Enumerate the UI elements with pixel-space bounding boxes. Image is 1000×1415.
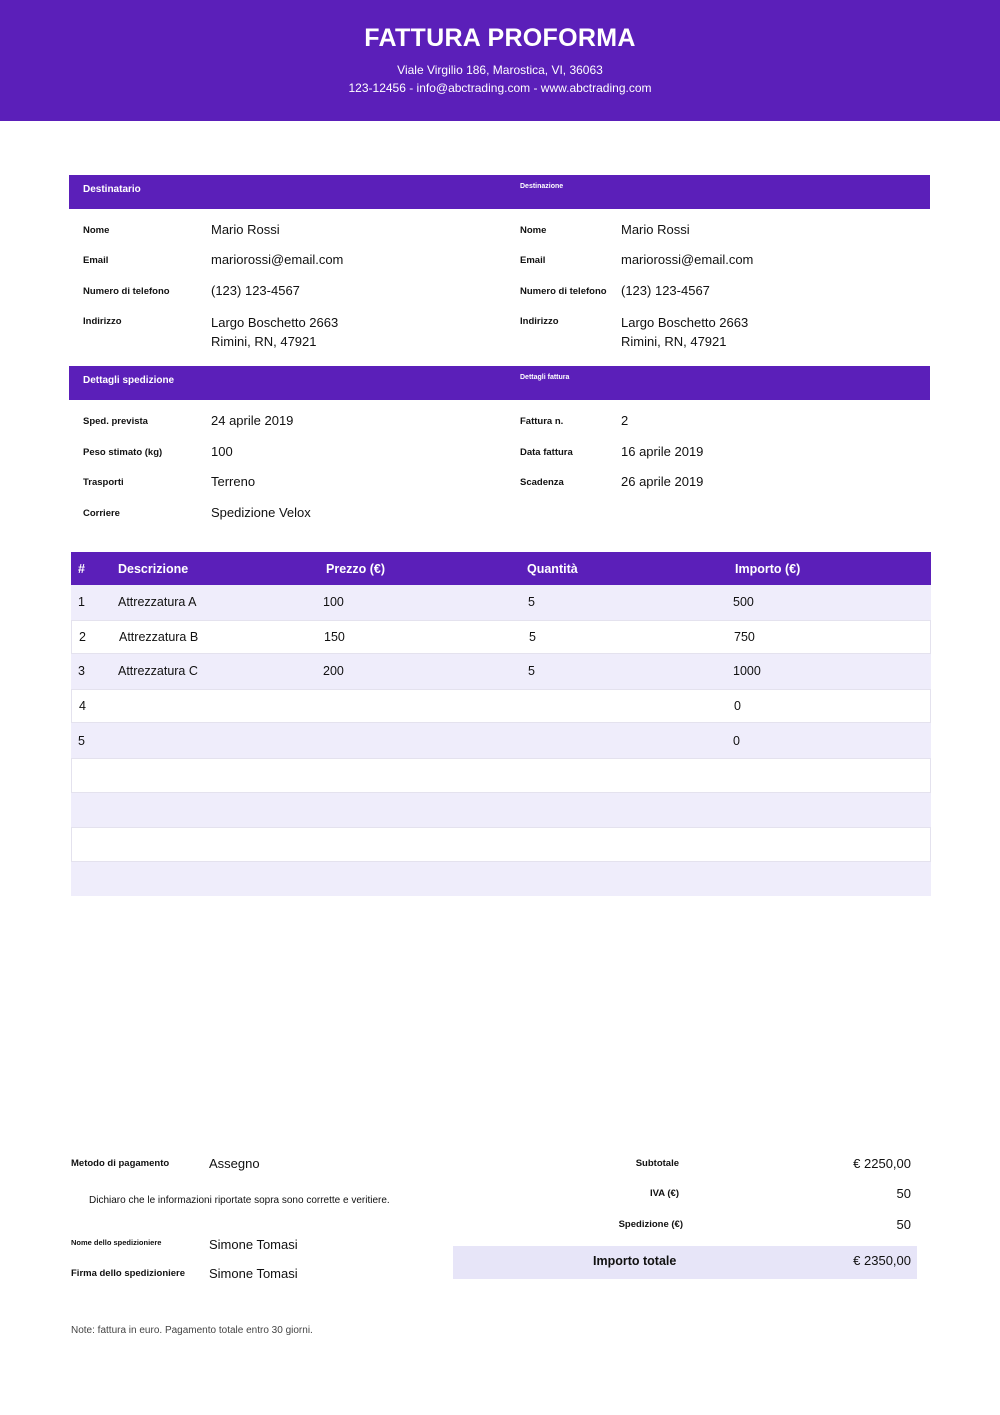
- invoice-header: [0, 0, 1000, 121]
- items-table-header: [71, 552, 931, 585]
- subtotal-label: Subtotale: [635, 1158, 679, 1169]
- expected-shipping-date: 24 aprile 2019: [211, 413, 294, 428]
- cell-price: 150: [324, 629, 345, 644]
- cell-description: Attrezzatura A: [118, 595, 197, 610]
- payment-method-value: Assegno: [209, 1156, 260, 1171]
- declaration-text: Dichiaro che le informazioni riportate sopra sono corrette e veritiere.: [89, 1195, 390, 1206]
- details-section-header: [69, 366, 930, 400]
- recipient-phone-label: Numero di telefono: [83, 286, 170, 297]
- destination-phone-label: Numero di telefono: [520, 286, 607, 297]
- destination-email: mariorossi@email.com: [621, 252, 754, 267]
- invoice-note: Note: fattura in euro. Pagamento totale entro 30 giorni.: [71, 1325, 313, 1336]
- table-row: [71, 689, 931, 724]
- cell-description: Attrezzatura B: [119, 629, 199, 644]
- destination-name-label: Nome: [520, 225, 547, 236]
- destination-address-line2: Rimini, RN, 47921: [621, 334, 727, 349]
- shipper-signature-label: Firma dello spedizioniere: [71, 1268, 186, 1279]
- transport-label: Trasporti: [83, 477, 124, 488]
- company-contact: 123-12456 - info@abctrading.com - www.abctrading.com: [348, 81, 652, 95]
- col-quantity-header: Quantità: [527, 561, 578, 576]
- destination-section-title: Destinazione: [520, 183, 564, 190]
- col-amount-header: Importo (€): [735, 561, 801, 576]
- items-table: [71, 552, 931, 896]
- table-row: [71, 862, 931, 897]
- cell-number: 1: [78, 595, 85, 610]
- cell-price: 200: [323, 664, 344, 679]
- shipping-details-title: Dettagli spedizione: [83, 375, 175, 386]
- destination-email-label: Email: [520, 255, 546, 266]
- recipient-address-line2: Rimini, RN, 47921: [211, 334, 317, 349]
- cell-amount: 1000: [733, 664, 761, 679]
- cell-price: 100: [323, 595, 344, 610]
- invoice-title: FATTURA PROFORMA: [364, 24, 636, 52]
- recipient-name-label: Nome: [83, 225, 110, 236]
- items-table-body: [71, 585, 931, 896]
- cell-quantity: 5: [528, 595, 535, 610]
- destination-phone: (123) 123-4567: [621, 283, 710, 298]
- recipient-email: mariorossi@email.com: [211, 252, 344, 267]
- cell-quantity: 5: [528, 664, 535, 679]
- transport-value: Terreno: [211, 474, 256, 489]
- recipient-email-label: Email: [83, 255, 109, 266]
- estimated-weight-label: Peso stimato (kg): [83, 447, 163, 458]
- carrier-value: Spedizione Velox: [211, 505, 311, 520]
- vat-label: IVA (€): [649, 1188, 679, 1199]
- payment-method-label: Metodo di pagamento: [71, 1158, 170, 1169]
- cell-number: 4: [79, 699, 86, 714]
- cell-amount: 750: [734, 629, 755, 644]
- cell-number: 5: [78, 733, 85, 748]
- due-date: 26 aprile 2019: [621, 474, 704, 489]
- shipper-name-label: Nome dello spedizioniere: [71, 1238, 162, 1247]
- company-address: Viale Virgilio 186, Marostica, VI, 36063: [397, 63, 603, 77]
- cell-amount: 0: [733, 733, 740, 748]
- cell-amount: 500: [733, 595, 754, 610]
- col-price-header: Prezzo (€): [326, 561, 386, 576]
- invoice-details-title: Dettagli fattura: [520, 374, 570, 381]
- invoice-number: 2: [621, 413, 629, 428]
- invoice-date: 16 aprile 2019: [621, 444, 704, 459]
- recipient-address-line1: Largo Boschetto 2663: [211, 315, 339, 330]
- destination-name: Mario Rossi: [621, 222, 690, 237]
- shipper-signature: Simone Tomasi: [209, 1266, 298, 1281]
- recipient-section-header: [69, 175, 930, 209]
- destination-address-label: Indirizzo: [520, 316, 559, 327]
- due-date-label: Scadenza: [520, 477, 564, 488]
- estimated-weight: 100: [211, 444, 233, 459]
- shipping-cost-value: 50: [896, 1217, 911, 1232]
- recipient-address-label: Indirizzo: [83, 316, 122, 327]
- recipient-name: Mario Rossi: [211, 222, 280, 237]
- cell-number: 3: [78, 664, 85, 679]
- destination-address-line1: Largo Boschetto 2663: [621, 315, 749, 330]
- invoice-date-label: Data fattura: [520, 447, 573, 458]
- cell-quantity: 5: [529, 629, 536, 644]
- invoice-number-label: Fattura n.: [520, 416, 564, 427]
- table-row: [71, 827, 931, 862]
- carrier-label: Corriere: [83, 508, 120, 519]
- table-row: [71, 793, 931, 828]
- recipient-section-title: Destinatario: [83, 184, 141, 195]
- total-amount-label: Importo totale: [593, 1254, 677, 1268]
- col-number-header: #: [78, 561, 85, 576]
- expected-shipping-label: Sped. prevista: [83, 416, 148, 427]
- recipient-phone: (123) 123-4567: [211, 283, 300, 298]
- table-row: [71, 654, 931, 689]
- table-row: [71, 723, 931, 758]
- cell-number: 2: [79, 629, 86, 644]
- table-row: [71, 620, 931, 655]
- cell-description: Attrezzatura C: [118, 664, 198, 679]
- shipper-name: Simone Tomasi: [209, 1237, 298, 1252]
- table-row: [71, 585, 931, 620]
- subtotal-value: € 2250,00: [853, 1156, 911, 1171]
- cell-amount: 0: [734, 699, 741, 714]
- vat-value: 50: [896, 1186, 911, 1201]
- shipping-cost-label: Spedizione (€): [618, 1219, 683, 1230]
- col-description-header: Descrizione: [118, 561, 189, 576]
- total-amount-bar: [453, 1246, 917, 1279]
- table-row: [71, 758, 931, 793]
- total-amount-value: € 2350,00: [853, 1253, 911, 1268]
